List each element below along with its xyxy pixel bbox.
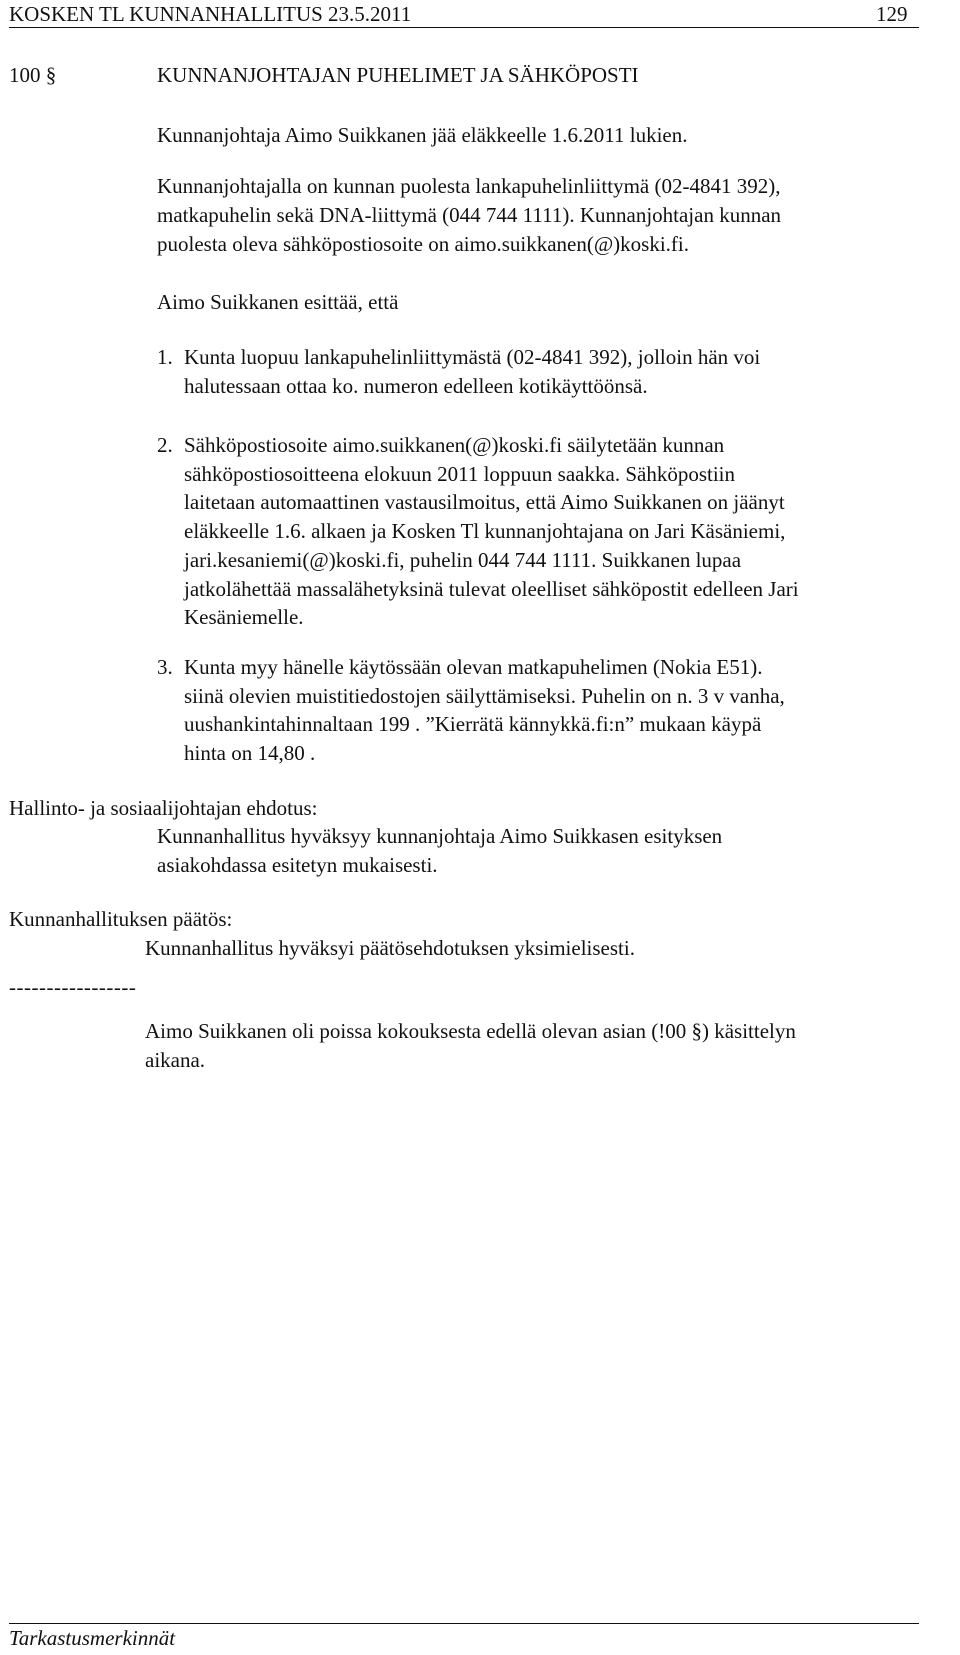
note-line: aikana.: [145, 1048, 206, 1072]
footer-label: Tarkastusmerkinnät: [9, 1626, 176, 1650]
page-header-title: KOSKEN TL KUNNANHALLITUS 23.5.2011: [9, 2, 412, 26]
list-item-number: 1.: [157, 345, 173, 369]
proposal-text: [157, 822, 722, 880]
list-item-line: Kunta luopuu lankapuhelinliittymästä (02-4841 392), jolloin hän voi: [184, 345, 761, 369]
list-item-line: siinä olevien muistitiedostojen säilyttämiseksi. Puhelin on n. 3 v vanha,: [184, 683, 785, 708]
list-item-text: [184, 343, 760, 400]
list-item-line: Kunta myy hänelle käytössään olevan matkapuhelimen (Nokia E51).: [184, 655, 763, 679]
list-item-line: sähköpostiosoitteena elokuun 2011 loppuun saakka. Sähköpostiin: [184, 461, 735, 486]
proposal-line: asiakohdassa esitetyn mukaisesti.: [157, 853, 438, 877]
paragraph-line: puolesta oleva sähköpostiosoite on aimo.suikkanen(@)koski.fi.: [157, 232, 690, 256]
paragraph-line: matkapuhelin sekä DNA-liittymä (044 744 1111). Kunnanjohtajan kunnan: [157, 203, 782, 227]
proposal-label: Hallinto- ja sosiaalijohtajan ehdotus:: [9, 796, 318, 820]
list-item-line: uushankintahinnaltaan 199 . ”Kierrätä kännykkä.fi:n” mukaan käypä: [184, 712, 762, 737]
decision-text: Kunnanhallitus hyväksyi päätösehdotuksen yksimielisesti.: [145, 936, 635, 960]
list-item-line: halutessaan ottaa ko. numeron edelleen kotikäyttöönsä.: [184, 373, 648, 398]
list-item-line: laitetaan automaattinen vastausilmoitus, että Aimo Suikkanen on jäänyt: [184, 490, 785, 515]
header-rule: [9, 27, 919, 28]
note-line: Aimo Suikkanen oli poissa kokouksesta edellä olevan asian (!00 §) käsittelyn: [145, 1019, 796, 1043]
section-number: 100 §: [9, 63, 57, 87]
list-item-line: Sähköpostiosoite aimo.suikkanen(@)koski.fi säilytetään kunnan: [184, 433, 725, 457]
background-paragraph: [157, 172, 781, 259]
list-item-text: [184, 653, 785, 768]
note-text: [145, 1017, 796, 1075]
list-item-line: jatkolähettää massalähetyksinä tulevat oleelliset sähköpostit edelleen Jari: [184, 576, 799, 601]
list-item-text: [184, 431, 799, 632]
list-item-line: eläkkeelle 1.6. alkaen ja Kosken Tl kunnanjohtajana on Jari Käsäniemi,: [184, 519, 786, 544]
paragraph-line: Kunnanjohtajalla on kunnan puolesta lankapuhelinliittymä (02-4841 392),: [157, 174, 781, 198]
page-number: 129: [876, 2, 908, 26]
list-item-number: 3.: [157, 655, 173, 679]
proposal-line: Kunnanhallitus hyväksyy kunnanjohtaja Aimo Suikkasen esityksen: [157, 824, 723, 848]
intro-paragraph: Kunnanjohtaja Aimo Suikkanen jää eläkkeelle 1.6.2011 lukien.: [157, 123, 688, 147]
decision-label: Kunnanhallituksen päätös:: [9, 907, 233, 931]
separator-dashes: -----------------: [9, 975, 137, 999]
list-item-line: jari.kesaniemi(@)koski.fi, puhelin 044 744 1111. Suikkanen lupaa: [184, 547, 742, 572]
list-item-number: 2.: [157, 433, 173, 457]
list-item-line: Kesäniemelle.: [184, 605, 304, 630]
proposal-intro: Aimo Suikkanen esittää, että: [157, 290, 399, 314]
section-title: KUNNANJOHTAJAN PUHELIMET JA SÄHKÖPOSTI: [157, 63, 639, 87]
list-item-line: hinta on 14,80 .: [184, 741, 316, 766]
